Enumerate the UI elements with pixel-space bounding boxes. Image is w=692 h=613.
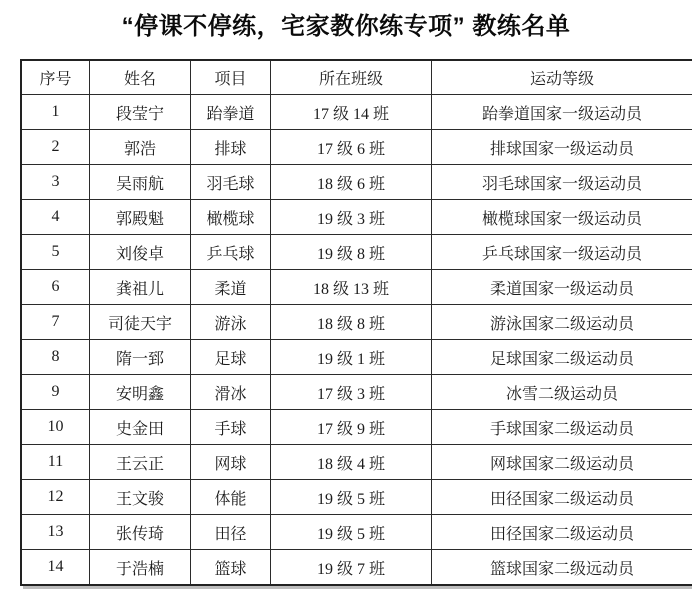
cell-index: 13 [21,515,90,550]
cell-sport: 田径 [191,515,271,550]
cell-name: 张传琦 [90,515,191,550]
column-header-level: 运动等级 [432,60,692,95]
table-row [21,270,692,305]
table-row [21,235,692,270]
page-title: “停课不停练，宅家教你练专项” 教练名单 [121,13,571,40]
cell-class: 19 级 7 班 [271,550,432,586]
header-row [21,60,692,95]
cell-level: 游泳国家二级运动员 [432,305,692,340]
cell-class: 18 级 4 班 [271,445,432,480]
cell-class: 19 级 5 班 [271,515,432,550]
cell-sport: 跆拳道 [191,95,271,130]
cell-index: 7 [21,305,90,340]
cell-name: 龚祖儿 [90,270,191,305]
cell-sport: 橄榄球 [191,200,271,235]
cell-level: 羽毛球国家一级运动员 [432,165,692,200]
cell-sport: 柔道 [191,270,271,305]
cell-index: 9 [21,375,90,410]
cell-name: 隋一郅 [90,340,191,375]
cell-class: 18 级 6 班 [271,165,432,200]
cell-name: 郭殿魁 [90,200,191,235]
cell-class: 19 级 8 班 [271,235,432,270]
cell-sport: 滑冰 [191,375,271,410]
cell-class: 17 级 3 班 [271,375,432,410]
cell-index: 6 [21,270,90,305]
table-row [21,515,692,550]
coach-roster-table [20,59,692,586]
cell-level: 乒乓球国家一级运动员 [432,235,692,270]
column-header-name: 姓名 [90,60,191,95]
table-row [21,130,692,165]
cell-level: 冰雪二级运动员 [432,375,692,410]
table-row [21,445,692,480]
cell-class: 19 级 3 班 [271,200,432,235]
column-header-class: 所在班级 [271,60,432,95]
table-row [21,375,692,410]
cell-index: 1 [21,95,90,130]
cell-level: 排球国家一级运动员 [432,130,692,165]
cell-class: 19 级 1 班 [271,340,432,375]
cell-class: 17 级 6 班 [271,130,432,165]
table-row [21,95,692,130]
cell-level: 橄榄球国家一级运动员 [432,200,692,235]
cell-name: 司徒天宇 [90,305,191,340]
cell-index: 5 [21,235,90,270]
cell-name: 王云正 [90,445,191,480]
cell-index: 8 [21,340,90,375]
table-row [21,165,692,200]
cell-index: 10 [21,410,90,445]
cell-sport: 游泳 [191,305,271,340]
table-row [21,340,692,375]
cell-index: 2 [21,130,90,165]
cell-name: 段莹宁 [90,95,191,130]
table-row [21,550,692,586]
cell-sport: 羽毛球 [191,165,271,200]
column-header-sport: 项目 [191,60,271,95]
cell-level: 篮球国家二级远动员 [432,550,692,586]
cell-index: 11 [21,445,90,480]
table-row [21,200,692,235]
cell-sport: 篮球 [191,550,271,586]
cell-class: 17 级 9 班 [271,410,432,445]
cell-level: 跆拳道国家一级运动员 [432,95,692,130]
cell-sport: 体能 [191,480,271,515]
table-header [21,60,692,95]
cell-sport: 足球 [191,340,271,375]
table-row [21,480,692,515]
cell-class: 18 级 13 班 [271,270,432,305]
cell-sport: 手球 [191,410,271,445]
cell-sport: 排球 [191,130,271,165]
cell-index: 14 [21,550,90,586]
cell-class: 18 级 8 班 [271,305,432,340]
cell-level: 足球国家二级运动员 [432,340,692,375]
cell-level: 田径国家二级运动员 [432,515,692,550]
cell-level: 网球国家二级运动员 [432,445,692,480]
cell-index: 4 [21,200,90,235]
cell-index: 12 [21,480,90,515]
cell-name: 于浩楠 [90,550,191,586]
cell-level: 手球国家二级运动员 [432,410,692,445]
table-body [21,95,692,586]
cell-level: 柔道国家一级运动员 [432,270,692,305]
cell-name: 安明鑫 [90,375,191,410]
cell-sport: 乒乓球 [191,235,271,270]
cell-name: 吴雨航 [90,165,191,200]
table-row [21,305,692,340]
cell-name: 刘俊卓 [90,235,191,270]
cell-name: 史金田 [90,410,191,445]
cell-class: 19 级 5 班 [271,480,432,515]
table-row [21,410,692,445]
cell-class: 17 级 14 班 [271,95,432,130]
cell-index: 3 [21,165,90,200]
cell-level: 田径国家二级运动员 [432,480,692,515]
cell-sport: 网球 [191,445,271,480]
cell-name: 郭浩 [90,130,191,165]
cell-name: 王文骏 [90,480,191,515]
column-header-index: 序号 [21,60,90,95]
